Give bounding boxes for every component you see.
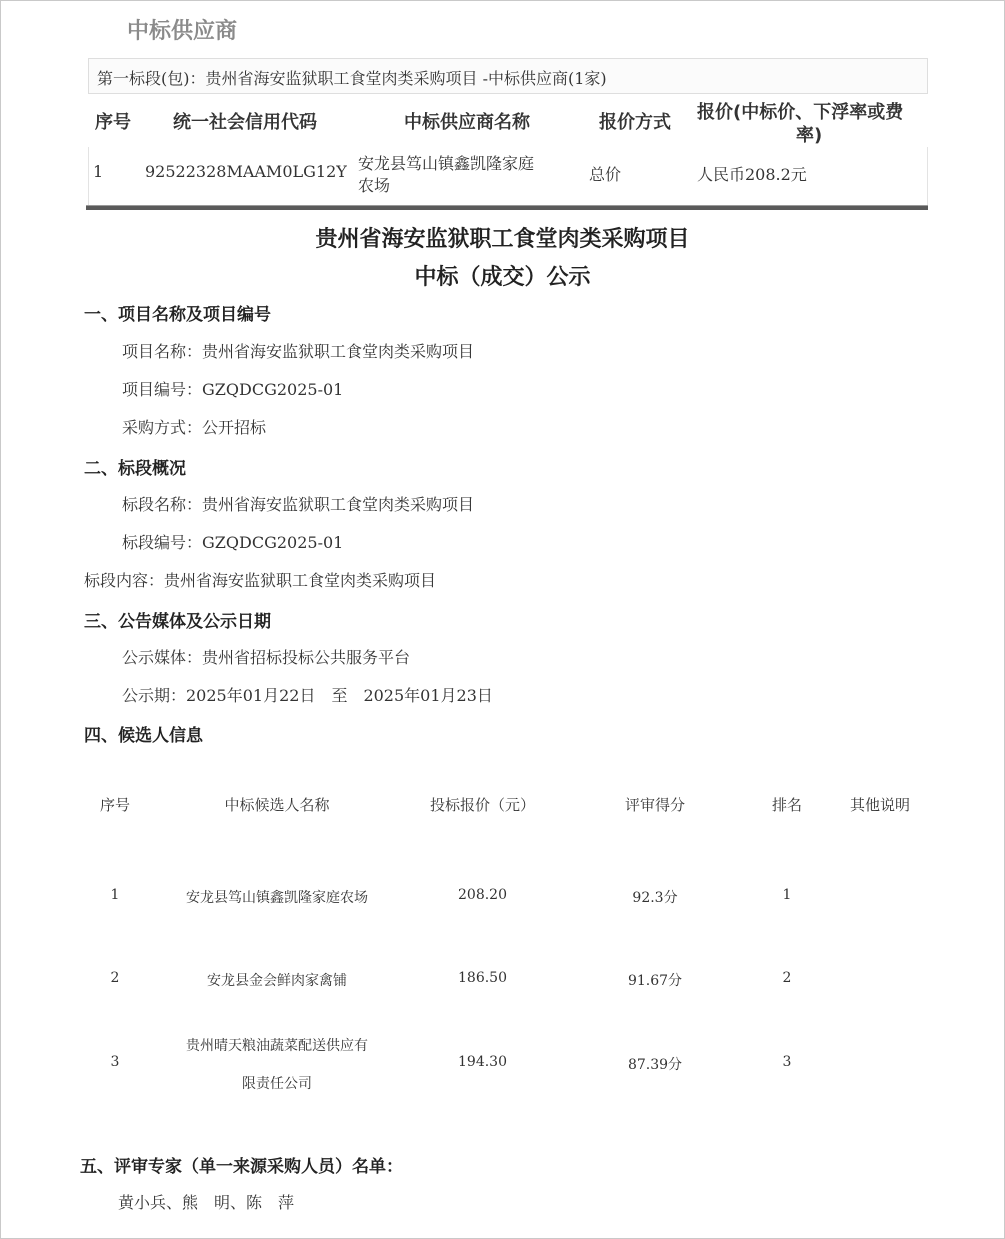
row-credit-code: 92522328MAAM0LG12Y xyxy=(145,162,347,181)
expert-list: 黄小兵、熊 明、陈 萍 xyxy=(118,1193,295,1212)
cand-rank: 1 xyxy=(782,887,792,903)
cand-price: 194.30 xyxy=(458,1054,507,1070)
cand-no: 2 xyxy=(110,970,120,986)
header-no: 序号 xyxy=(95,112,131,133)
row-quote-method: 总价 xyxy=(589,165,622,184)
row-supplier-name-line1: 安龙县笃山镇鑫凯隆家庭 xyxy=(358,154,535,173)
lot-title-row xyxy=(88,58,928,94)
supplier-section-heading: 中标供应商 xyxy=(127,19,238,44)
cand-price: 208.20 xyxy=(458,887,507,903)
header-quote-line1: 报价(中标价、下浮率或费 xyxy=(697,102,904,123)
cand-score: 87.39分 xyxy=(627,1057,683,1073)
section-1-heading: 一、项目名称及项目编号 xyxy=(84,305,271,325)
row-supplier-name-line2: 农场 xyxy=(358,176,391,195)
row-no: 1 xyxy=(93,162,104,181)
cand-no: 1 xyxy=(110,887,120,903)
section-2-heading: 二、标段概况 xyxy=(84,459,186,479)
cand-rank: 3 xyxy=(782,1054,792,1070)
cand-header-note: 其他说明 xyxy=(849,796,910,814)
section-4-heading: 四、候选人信息 xyxy=(84,726,203,746)
cand-score: 92.3分 xyxy=(632,890,678,906)
header-supplier-name: 中标供应商名称 xyxy=(404,112,530,133)
cand-name-line1: 贵州晴天粮油蔬菜配送供应有 xyxy=(186,1038,368,1054)
publication-media: 公示媒体：贵州省招标投标公共服务平台 xyxy=(122,648,411,667)
cand-score: 91.67分 xyxy=(627,973,683,989)
procurement-method: 采购方式：公开招标 xyxy=(122,418,267,437)
cand-header-name: 中标候选人名称 xyxy=(224,796,330,814)
lot-name: 标段名称：贵州省海安监狱职工食堂肉类采购项目 xyxy=(122,495,475,514)
project-number: 项目编号：GZQDCG2025-01 xyxy=(122,380,344,399)
announcement-title-line1: 贵州省海安监狱职工食堂肉类采购项目 xyxy=(315,227,690,252)
announcement-title-line2: 中标（成交）公示 xyxy=(414,265,591,290)
cand-rank: 2 xyxy=(782,970,792,986)
lot-number: 标段编号：GZQDCG2025-01 xyxy=(122,533,344,552)
lot-content: 标段内容：贵州省海安监狱职工食堂肉类采购项目 xyxy=(84,571,437,590)
cand-header-price: 投标报价（元） xyxy=(429,796,535,814)
header-quote-line2: 率) xyxy=(796,125,823,146)
cand-name: 安龙县金会鲜肉家禽铺 xyxy=(207,973,347,989)
header-quote-method: 报价方式 xyxy=(599,112,671,133)
cand-name-line2: 限责任公司 xyxy=(242,1076,312,1092)
row-quote: 人民币208.2元 xyxy=(697,165,807,184)
lot-title: 第一标段(包)：贵州省海安监狱职工食堂肉类采购项目 -中标供应商(1家) xyxy=(97,69,607,88)
cand-header-no: 序号 xyxy=(99,796,130,814)
publication-period: 公示期：2025年01月22日 至 2025年01月23日 xyxy=(122,686,493,705)
cand-name: 安龙县笃山镇鑫凯隆家庭农场 xyxy=(186,890,368,906)
section-divider xyxy=(86,205,928,210)
section-5-heading: 五、评审专家（单一来源采购人员）名单： xyxy=(80,1157,403,1177)
cand-header-rank: 排名 xyxy=(771,796,802,814)
cand-price: 186.50 xyxy=(458,970,507,986)
cand-header-score: 评审得分 xyxy=(624,796,685,814)
section-3-heading: 三、公告媒体及公示日期 xyxy=(84,612,271,632)
header-credit-code: 统一社会信用代码 xyxy=(173,112,317,133)
cand-no: 3 xyxy=(110,1054,120,1070)
project-name: 项目名称：贵州省海安监狱职工食堂肉类采购项目 xyxy=(122,342,475,361)
